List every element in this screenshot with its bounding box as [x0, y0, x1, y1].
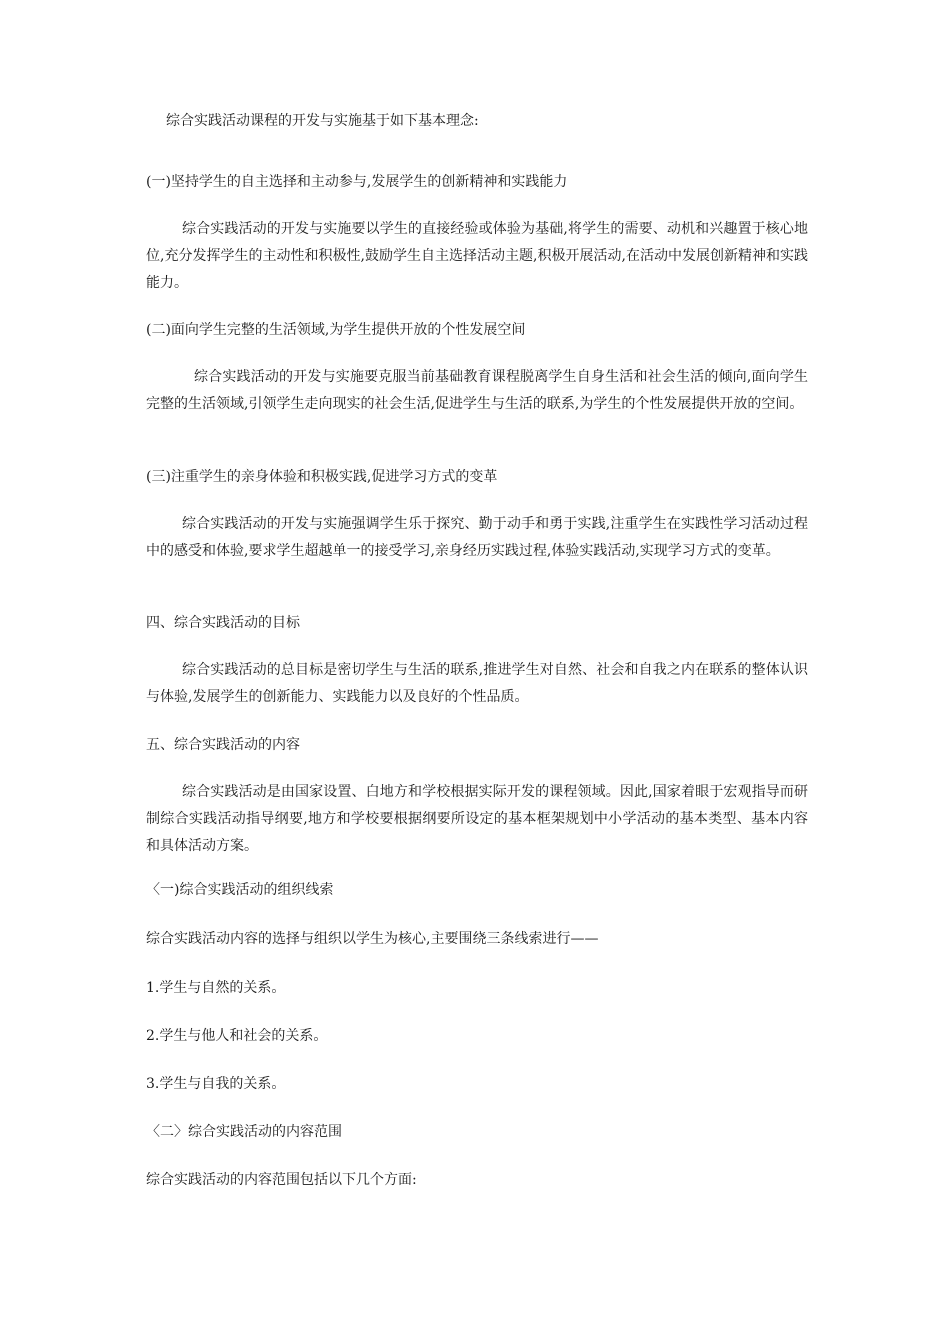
section-3-paragraph: 综合实践活动的开发与实施强调学生乐于探究、勤于动手和勇于实践,注重学生在实践性学习活动过程中的感受和体验,要求学生超越单一的接受学习,亲身经历实践过程,体验实践活动,实现学习方式的变革。: [146, 516, 808, 559]
section-5b-intro: 综合实践活动的内容范围包括以下几个方面:: [146, 1172, 417, 1188]
section-5a-intro: 综合实践活动内容的选择与组织以学生为核心,主要围绕三条线索进行——: [146, 931, 599, 947]
section-5-paragraph: 综合实践活动是由国家设置、白地方和学校根据实际开发的课程领域。因此,国家着眼于宏观指导而研制综合实践活动指导纲要,地方和学校要根据纲要所设定的基本框架规划中小学活动的基本类型、基本内容和具体活动方案。: [146, 784, 808, 854]
section-4-paragraph: 综合实践活动的总目标是密切学生与生活的联系,推进学生对自然、社会和自我之内在联系的整体认识与体验,发展学生的创新能力、实践能力以及良好的个性品质。: [146, 662, 808, 705]
list-item-3: 3.学生与自我的关系。: [146, 1076, 286, 1092]
section-2-paragraph: 综合实践活动的开发与实施要克服当前基础教育课程脱离学生自身生活和社会生活的倾向,面向学生完整的生活领域,引领学生走向现实的社会生活,促进学生与生活的联系,为学生的个性发展提供开放的空间。: [146, 369, 808, 412]
list-item-1: 1.学生与自然的关系。: [146, 980, 286, 996]
section-2-heading: (二)面向学生完整的生活领域,为学生提供开放的个性发展空间: [146, 322, 526, 338]
section-5b-heading: 〈二〉综合实践活动的内容范围: [146, 1124, 342, 1140]
section-5-heading: 五、综合实践活动的内容: [146, 737, 300, 753]
section-1-heading: (一)坚持学生的自主选择和主动参与,发展学生的创新精神和实践能力: [146, 174, 568, 190]
list-item-2: 2.学生与他人和社会的关系。: [146, 1028, 328, 1044]
section-1-paragraph: 综合实践活动的开发与实施要以学生的直接经验或体验为基础,将学生的需要、动机和兴趣置于核心地位,充分发挥学生的主动性和积极性,鼓励学生自主选择活动主题,积极开展活动,在活动中发展创新精神和实践能力。: [146, 221, 808, 291]
intro-line: 综合实践活动课程的开发与实施基于如下基本理念:: [166, 113, 479, 129]
section-5a-heading: 〈一)综合实践活动的组织线索: [146, 882, 334, 898]
section-4-heading: 四、综合实践活动的目标: [146, 615, 300, 631]
section-3-heading: (三)注重学生的亲身体验和积极实践,促进学习方式的变革: [146, 469, 498, 485]
